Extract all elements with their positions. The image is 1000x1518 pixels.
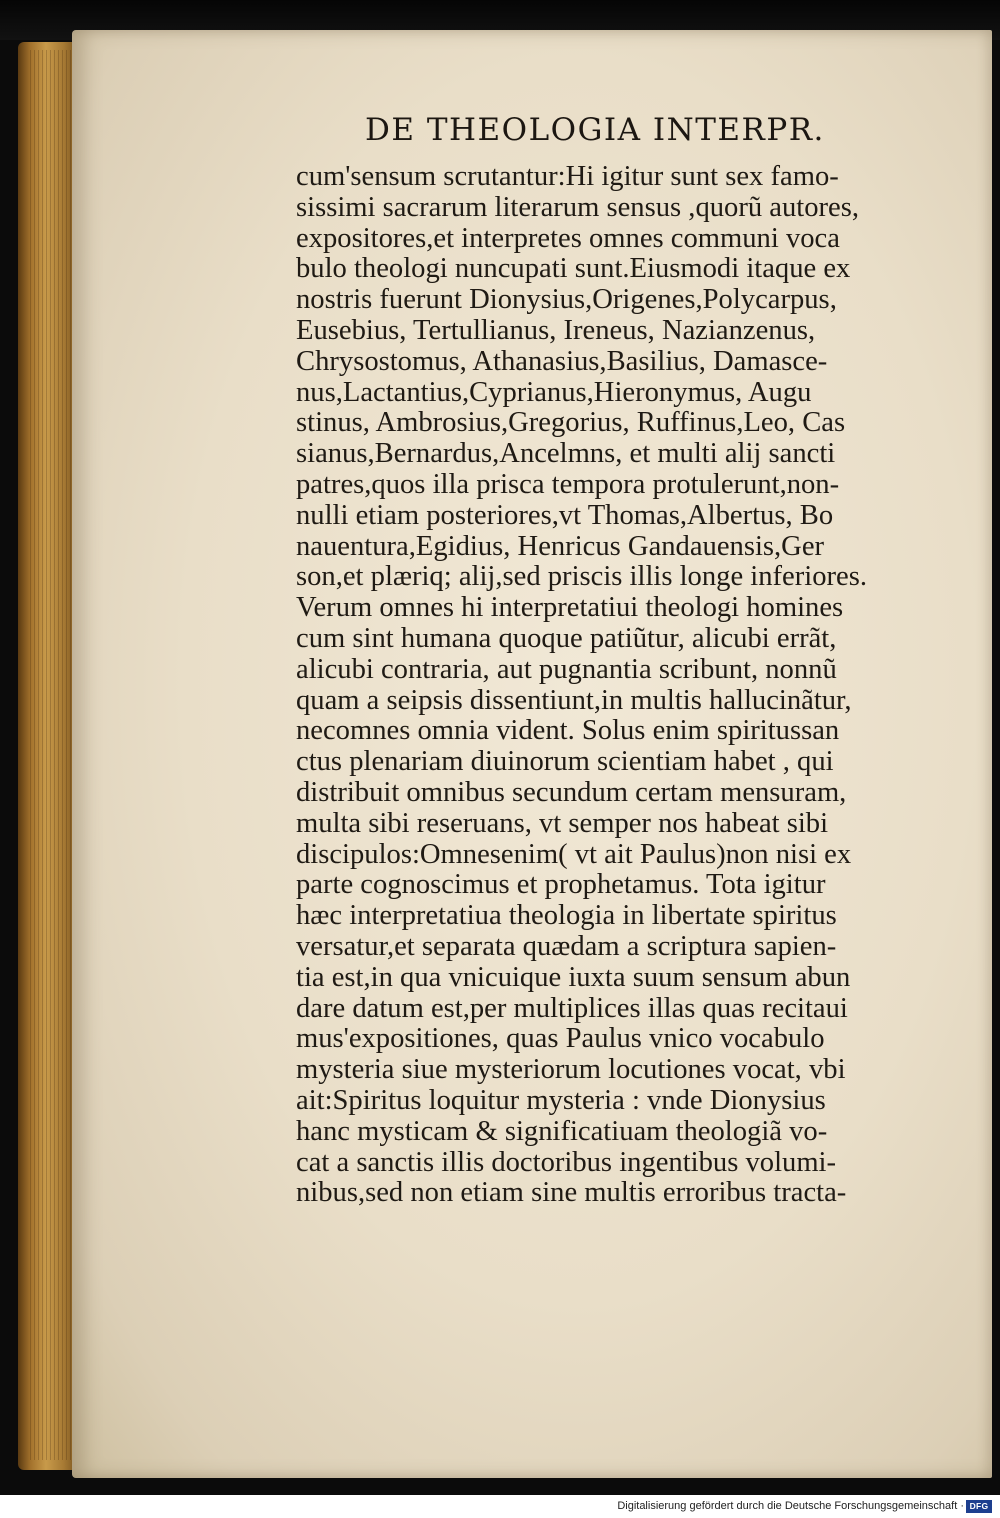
- text-line: parte cognoscimus et prophetamus. Tota igitur: [296, 870, 826, 901]
- text-line: hanc mysticam & significatiuam theologiã vo-: [296, 1116, 828, 1147]
- text-line: ait:Spiritus loquitur mysteria : vnde Dionysius: [296, 1085, 826, 1116]
- text-line: stinus, Ambrosius,Gregorius, Ruffinus,Leo, Cas: [296, 408, 846, 439]
- text-line: cum'sensum scrutantur:Hi igitur sunt sex famo-: [296, 162, 839, 192]
- text-line: Verum omnes hi interpretatiui theologi homines: [296, 593, 844, 624]
- funding-credit: Digitalisierung gefördert durch die Deutsche Forschungsgemeinschaft ·: [617, 1500, 964, 1512]
- text-line: mus'expositiones, quas Paulus vnico vocabulo: [296, 1024, 825, 1055]
- text-line: sissimi sacrarum literarum sensus ,quorũ autores,: [296, 192, 860, 223]
- dfg-logo: DFG: [966, 1500, 992, 1513]
- text-line: nauentura,Egidius, Henricus Gandauensis,Ger: [296, 531, 825, 562]
- text-line: hæc interpretatiua theologia in libertate spiritus: [296, 901, 837, 932]
- text-line: tia est,in qua vnicuique iuxta suum sensum abun: [296, 962, 851, 993]
- text-line: Chrysostomus, Athanasius,Basilius, Damasce-: [296, 346, 828, 377]
- body-text: [296, 162, 936, 1209]
- book-edge-texture: [30, 50, 74, 1460]
- text-line: ctus plenariam diuinorum scientiam habet , qui: [296, 747, 834, 778]
- text-line: quam a seipsis dissentiunt,in multis hallucinãtur,: [296, 685, 852, 716]
- running-head: DE THEOLOGIA INTERPR.: [365, 112, 825, 148]
- text-line: mysteria siue mysteriorum locutiones vocat, vbi: [296, 1055, 846, 1086]
- text-line: nibus,sed non etiam sine multis erroribus tracta-: [296, 1178, 847, 1209]
- text-line: distribuit omnibus secundum certam mensuram,: [296, 777, 847, 808]
- text-line: nostris fuerunt Dionysius,Origenes,Polycarpus,: [296, 285, 837, 316]
- text-line: Eusebius, Tertullianus, Ireneus, Nazianzenus,: [296, 315, 816, 346]
- text-line: alicubi contraria, aut pugnantia scribunt, nonnũ: [296, 654, 837, 685]
- text-line: versatur,et separata quædam a scriptura sapien-: [296, 931, 837, 962]
- text-line: son,et plæriq; alij,sed priscis illis longe inferiores.: [296, 562, 867, 593]
- text-line: discipulos:Omnesenim( vt ait Paulus)non nisi ex: [296, 839, 852, 870]
- text-line: patres,quos illa prisca tempora protulerunt,non-: [296, 469, 840, 500]
- text-line: cum sint humana quoque patiũtur, alicubi errãt,: [296, 623, 837, 654]
- text-line: nulli etiam posteriores,vt Thomas,Albertus, Bo: [296, 500, 834, 531]
- text-line: cat a sanctis illis doctoribus ingentibus volumi-: [296, 1147, 837, 1178]
- text-line: nus,Lactantius,Cyprianus,Hieronymus, Augu: [296, 377, 812, 408]
- text-line: expositores,et interpretes omnes communi voca: [296, 223, 840, 254]
- text-line: sianus,Bernardus,Ancelmns, et multi alij sancti: [296, 439, 836, 470]
- text-line: necomnes omnia vident. Solus enim spiritussan: [296, 716, 840, 747]
- text-line: bulo theologi nuncupati sunt.Eiusmodi itaque ex: [296, 254, 851, 285]
- text-line: multa sibi reseruans, vt semper nos habeat sibi: [296, 808, 829, 839]
- text-line: dare datum est,per multiplices illas quas recitaui: [296, 993, 848, 1024]
